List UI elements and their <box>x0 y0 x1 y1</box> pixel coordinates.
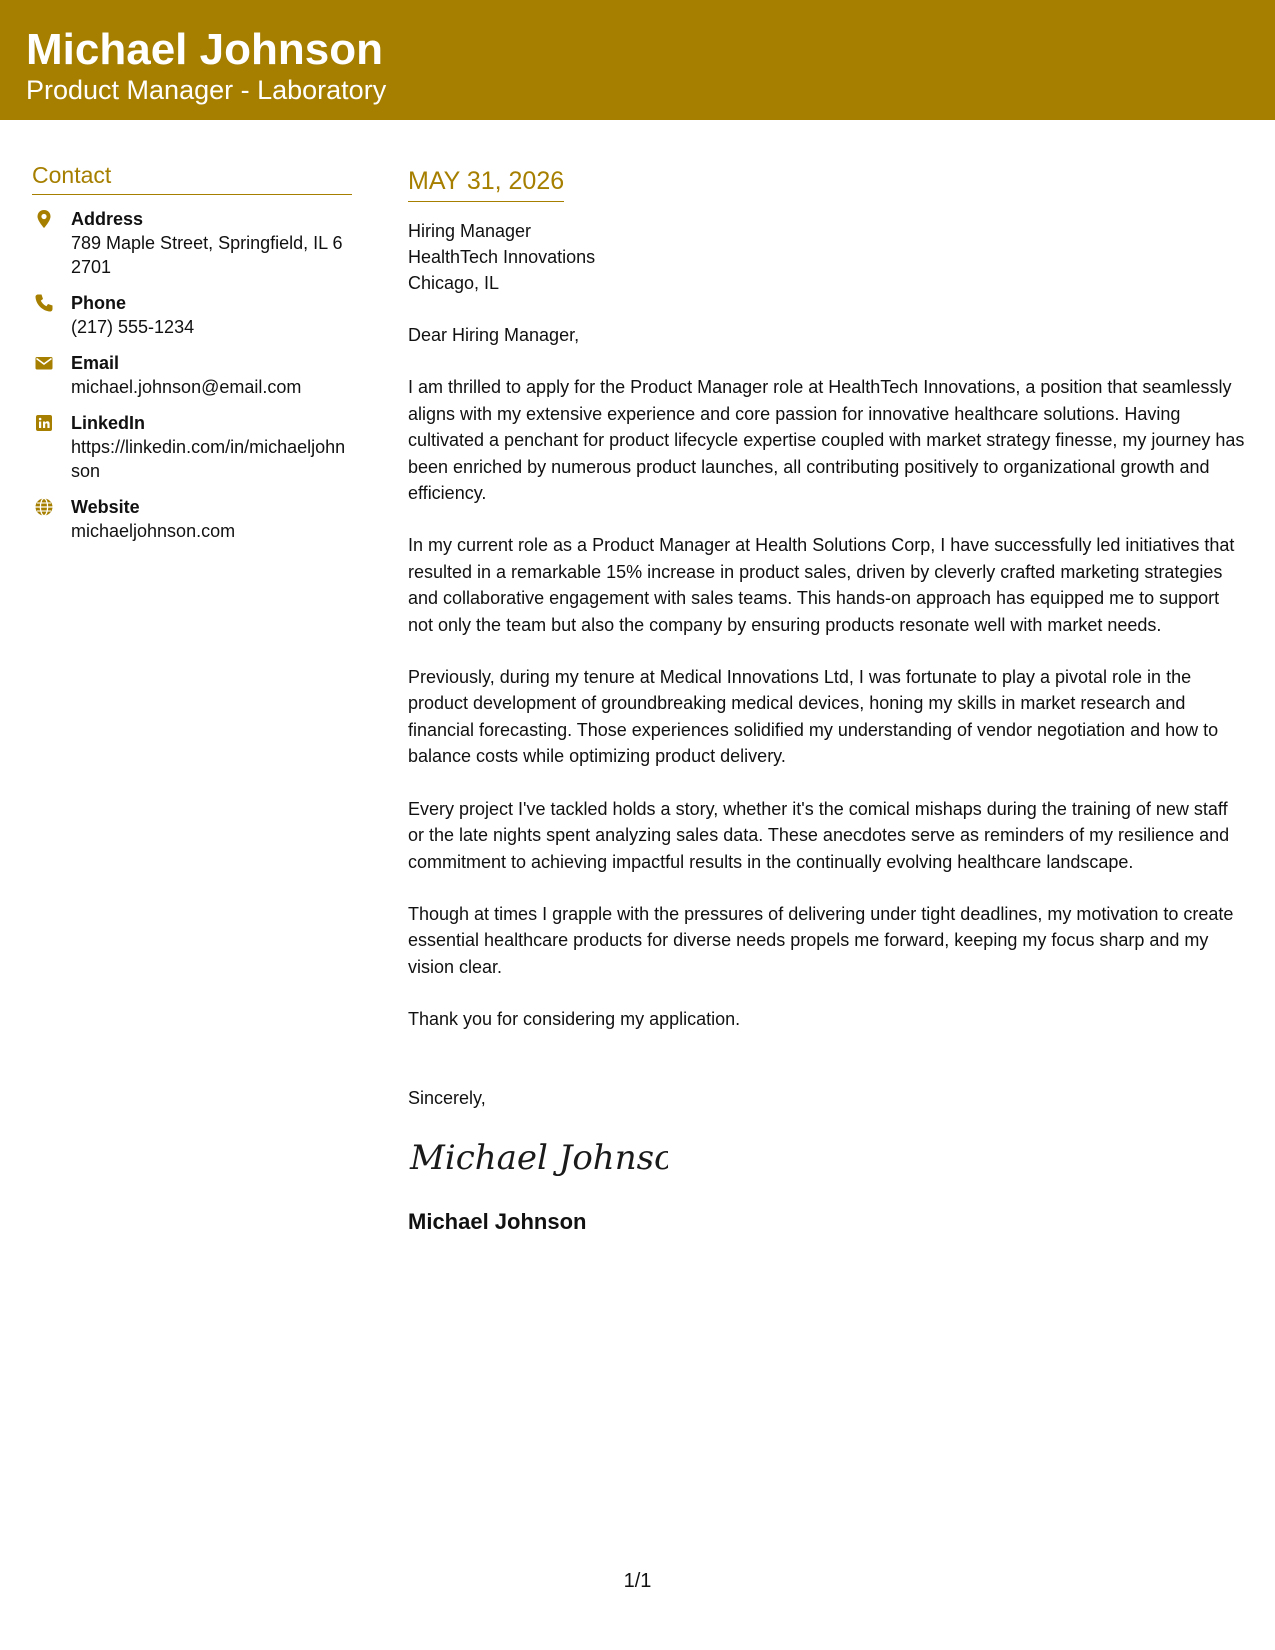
contact-address <box>32 207 352 279</box>
recipient-block <box>408 218 1248 296</box>
signature-image <box>408 1129 668 1189</box>
signature-text: Michael Johnson <box>410 1137 668 1178</box>
contact-linkedin <box>32 411 352 483</box>
contact-value: 789 Maple Street, Springfield, IL 62701 <box>71 233 343 277</box>
contact-section-title: Contact <box>32 160 352 195</box>
contact-label: Email <box>71 353 120 373</box>
closing: Sincerely, <box>408 1087 486 1108</box>
applicant-name: Michael Johnson <box>26 25 383 74</box>
contact-value[interactable]: michaeljohnson.com <box>71 521 236 541</box>
contact-value: michael.johnson@email.com <box>71 377 302 397</box>
letter-paragraph: In my current role as a Product Manager at Health Solutions Corp, I have successfully led initiatives that resulted in a remarkable 15% increase in product sales, driven by cleverly crafted marketing strategies and collaborative engagement with sales teams. This hands-on approach has equipped me to support not only the team but also the company by ensuring products resonate well with market needs. <box>408 535 1235 635</box>
letter-date: MAY 31, 2026 <box>408 165 564 202</box>
page-header <box>0 0 1275 120</box>
letter-paragraph: I am thrilled to apply for the Product Manager role at HealthTech Innovations, a position that seamlessly aligns with my extensive experience and core passion for innovative healthcare solutions. Having cultivated a penchant for product lifecycle expertise coupled with market strategy finesse, my journey has been enriched by numerous product launches, all contributing positively to organizational growth and efficiency. <box>408 377 1245 504</box>
recipient-line: Hiring Manager <box>408 221 532 241</box>
letter-paragraph: Though at times I grapple with the pressures of delivering under tight deadlines, my motivation to create essential healthcare products for diverse needs propels me forward, keeping my focus sharp and my vision clear. <box>408 903 1234 977</box>
applicant-title: Product Manager - Laboratory <box>26 75 387 105</box>
signatory-name: Michael Johnson <box>408 1208 587 1234</box>
linkedin-icon <box>34 413 54 433</box>
globe-icon <box>34 497 54 517</box>
page-number: 1/1 <box>623 1570 652 1592</box>
envelope-icon <box>34 353 54 373</box>
contact-value[interactable]: https://linkedin.com/in/michaeljohnson <box>71 437 346 481</box>
contact-label: Website <box>71 497 140 517</box>
recipient-line: HealthTech Innovations <box>408 247 596 267</box>
map-pin-icon <box>34 209 54 229</box>
letter-body <box>408 165 1248 1236</box>
phone-icon <box>34 293 54 313</box>
salutation: Dear Hiring Manager, <box>408 325 580 345</box>
contact-sidebar <box>32 160 352 543</box>
contact-label: Address <box>71 209 144 229</box>
letter-paragraph: Every project I've tackled holds a story, whether it's the comical mishaps during the training of new staff or the late nights spent analyzing sales data. These anecdotes serve as reminders of my resilience and commitment to achieving impactful results in the continually evolving healthcare landscape. <box>408 798 1230 872</box>
contact-email <box>32 351 352 399</box>
contact-value: (217) 555-1234 <box>71 317 195 337</box>
contact-phone <box>32 291 352 339</box>
letter-paragraph: Thank you for considering my application. <box>408 1009 741 1030</box>
letter-paragraph: Previously, during my tenure at Medical Innovations Ltd, I was fortunate to play a pivotal role in the product development of groundbreaking medical devices, honing my skills in market research and financial forecasting. Those experiences solidified my understanding of vendor negotiation and how to balance costs while optimizing product delivery. <box>408 667 1219 767</box>
recipient-line: Chicago, IL <box>408 273 500 293</box>
contact-label: LinkedIn <box>71 413 146 433</box>
contact-label: Phone <box>71 293 127 313</box>
contact-website <box>32 495 352 543</box>
